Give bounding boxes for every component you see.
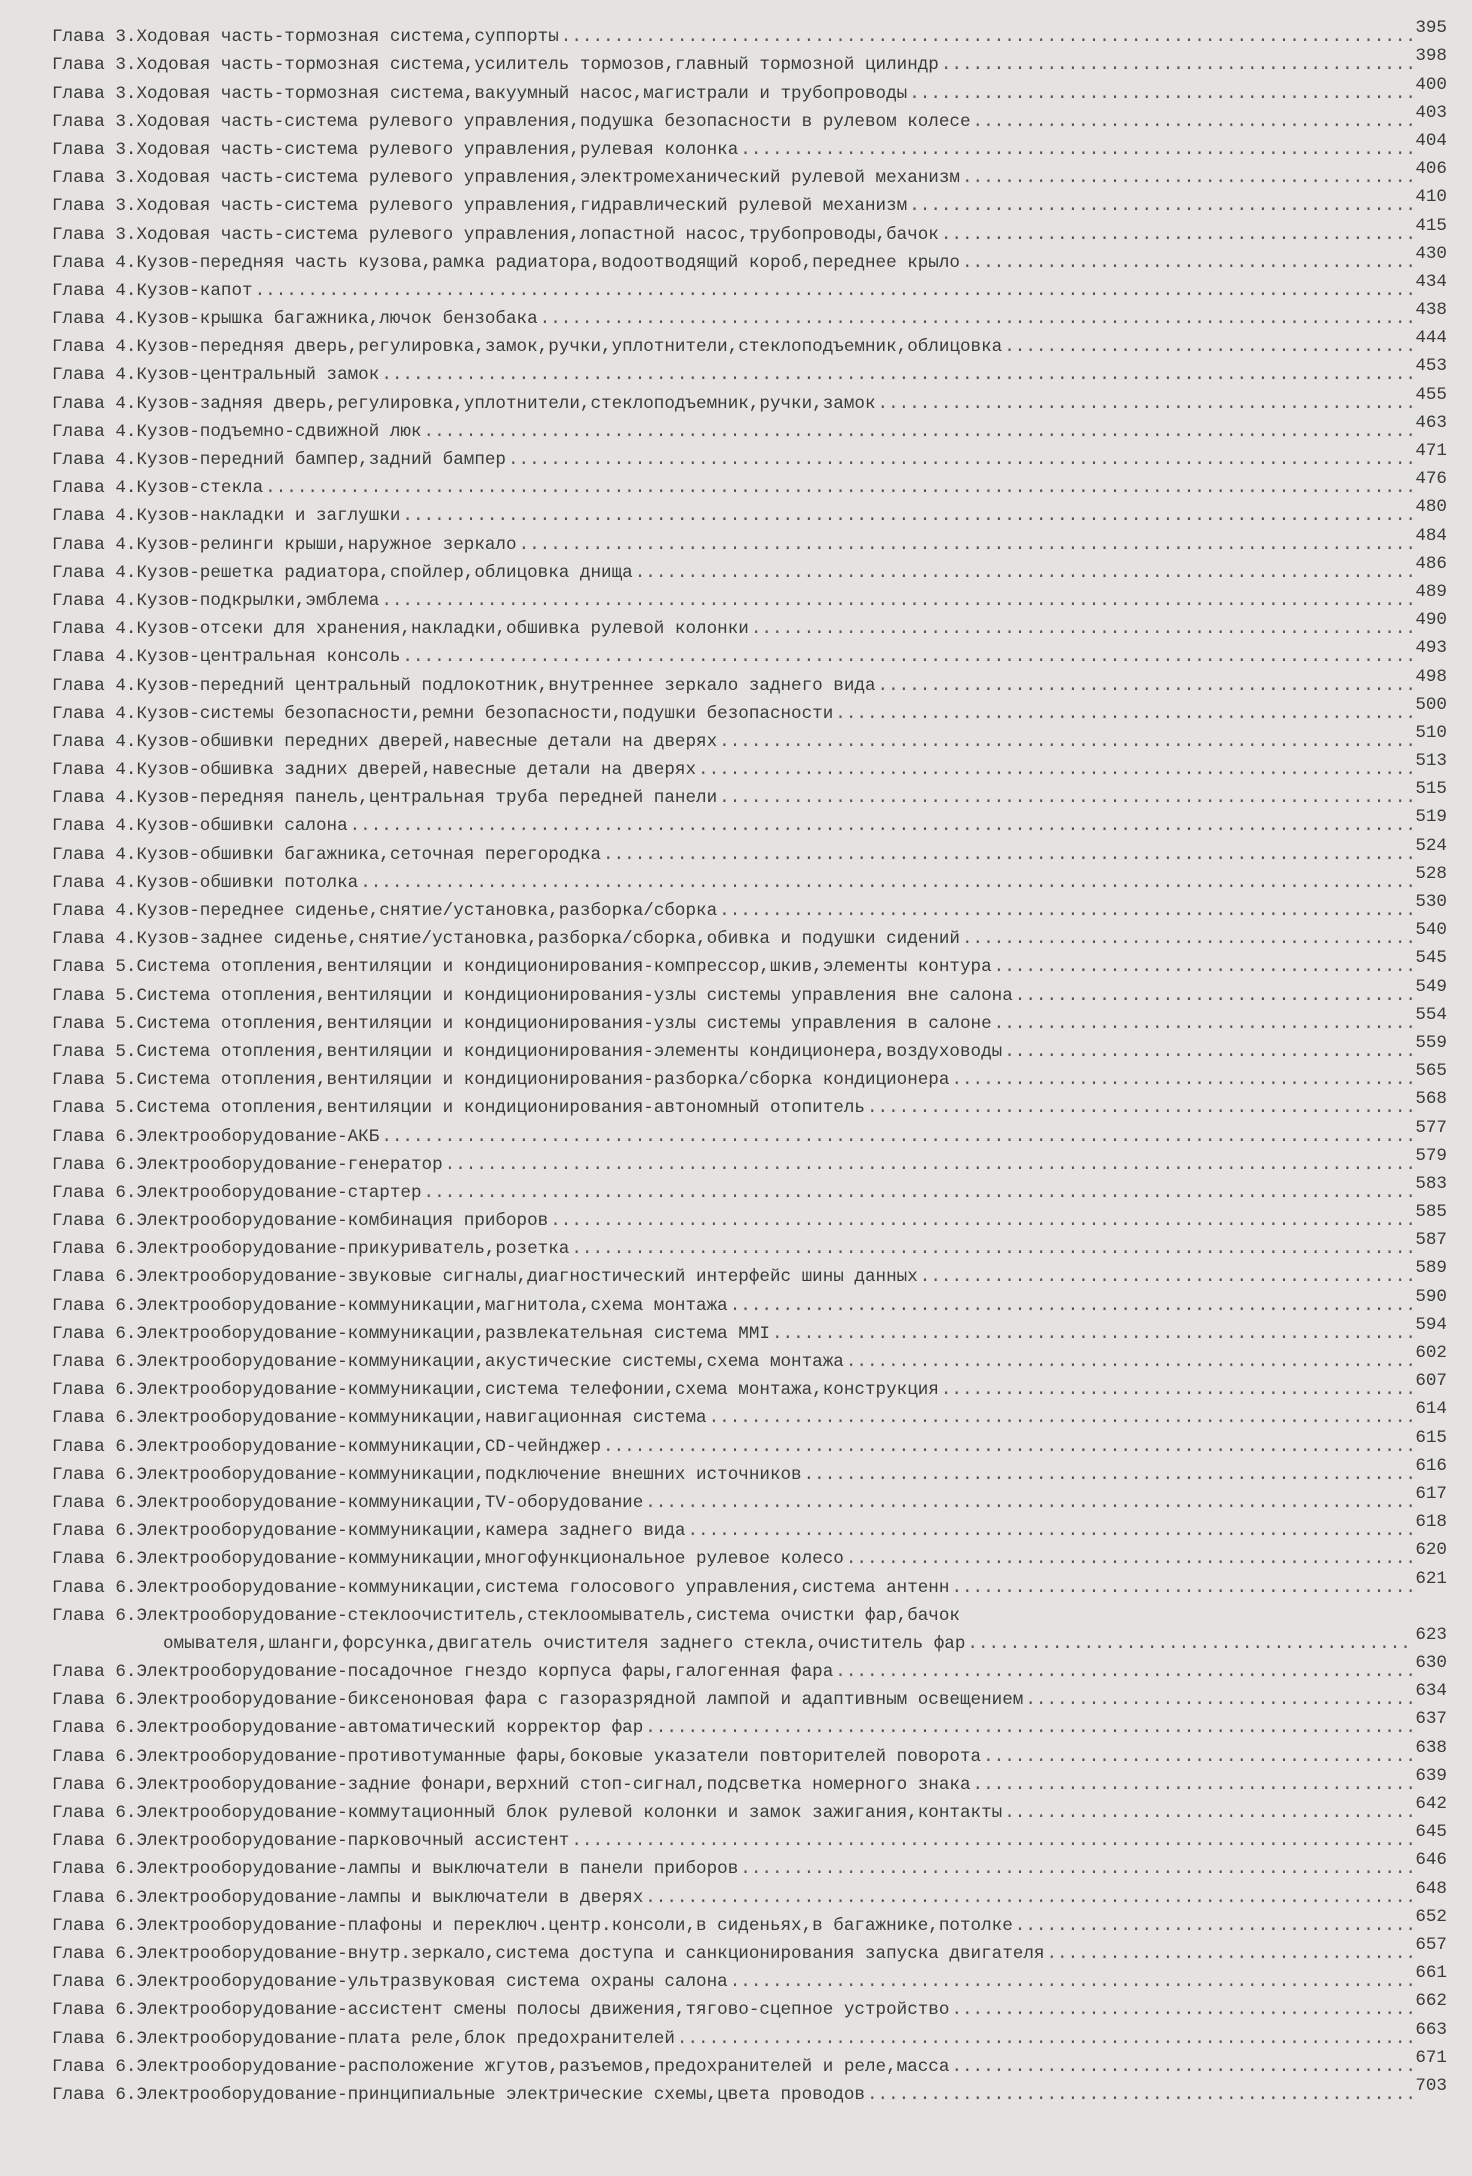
toc-entry-page-number: 528 (1415, 863, 1447, 884)
dot-leader (381, 1126, 1413, 1148)
toc-entry-title: Глава 6.Электрооборудование-стартер (52, 1182, 422, 1203)
toc-entry (52, 1906, 1447, 1937)
dot-leader (677, 2028, 1413, 2050)
toc-entry-page-number: 615 (1415, 1427, 1447, 1448)
toc-entry-page-number: 671 (1415, 2047, 1447, 2068)
toc-entry (52, 2047, 1447, 2078)
dot-leader (645, 1887, 1413, 1909)
toc-entry-title: Глава 5.Система отопления,вентиляции и кондиционирования-узлы системы управления вне салона (52, 985, 1013, 1006)
toc-entry-title: Глава 6.Электрооборудование-стеклоочиститель,стеклоомыватель,система очистки фар,бачок (52, 1605, 960, 1626)
toc-entry-title: Глава 4.Кузов-капот (52, 280, 253, 301)
toc-entry (52, 753, 1447, 781)
dot-leader (994, 1013, 1414, 1035)
toc-entry-page-number: 500 (1415, 694, 1447, 715)
toc-entry (52, 76, 1447, 104)
toc-entry (52, 1260, 1447, 1288)
toc-entry (52, 2021, 1447, 2049)
toc-entry-page-number: 545 (1415, 948, 1447, 969)
toc-entry-title: Глава 4.Кузов-заднее сиденье,снятие/установка,разборка/сборка,обивка и подушки сидений (52, 929, 960, 950)
toc-entry (52, 581, 1447, 612)
toc-entry-title: Глава 4.Кузов-подкрылки,эмблема (52, 590, 380, 611)
toc-entry-page-number: 642 (1415, 1794, 1447, 1815)
toc-entry (52, 161, 1447, 189)
dot-leader (381, 590, 1413, 612)
toc-entry-page-number: 620 (1415, 1540, 1447, 1561)
dot-leader (983, 1746, 1413, 1768)
toc-entry-page-number: 637 (1415, 1709, 1447, 1730)
dot-leader (1004, 1041, 1413, 1063)
toc-entry-title: Глава 4.Кузов-накладки и заглушки (52, 506, 401, 527)
toc-entry-page-number: 602 (1415, 1343, 1447, 1363)
toc-entry-title: Глава 4.Кузов-крышка багажника,лючок бензобака (52, 309, 538, 330)
toc-entry (52, 809, 1447, 837)
dot-leader (835, 703, 1413, 725)
toc-entry (52, 1683, 1447, 1711)
dot-leader (878, 393, 1414, 415)
dot-leader (962, 167, 1413, 189)
toc-entry-title: Глава 5.Система отопления,вентиляции и кондиционирования-разборка/сборка кондиционера (52, 1070, 950, 1091)
toc-entry-page-number: 639 (1415, 1765, 1447, 1786)
toc-entry-page-number: 585 (1415, 1202, 1447, 1223)
toc-entry (52, 1739, 1447, 1767)
dot-leader (1025, 1689, 1413, 1711)
toc-entry (52, 668, 1447, 696)
toc-entry (52, 102, 1447, 133)
dot-leader (772, 1323, 1413, 1345)
dot-leader (687, 1520, 1413, 1542)
toc-entry (52, 1429, 1447, 1457)
dot-leader (402, 505, 1413, 527)
toc-entry (52, 1570, 1447, 1598)
dot-leader (909, 195, 1413, 217)
dot-leader (571, 1830, 1413, 1852)
dot-leader (445, 1154, 1414, 1176)
toc-entry (52, 1852, 1447, 1880)
toc-entry-page-number: 657 (1415, 1934, 1447, 1955)
toc-entry-title: Глава 6.Электрооборудование-лампы и выключатели в панели приборов (52, 1859, 739, 1880)
dot-leader (804, 1464, 1414, 1486)
toc-entry (52, 1032, 1447, 1063)
toc-entry-title: Глава 4.Кузов-передняя часть кузова,рамка радиатора,водоотводящий короб,переднее крыло (52, 252, 960, 273)
toc-entry-page-number: 510 (1415, 722, 1447, 743)
toc-entry (52, 1880, 1447, 1908)
toc-entry-title: Глава 6.Электрооборудование-коммуникации,TV-оборудование (52, 1492, 644, 1513)
toc-entry (52, 1004, 1447, 1035)
toc-entry-page-number: 549 (1415, 976, 1447, 997)
dot-leader (1004, 1802, 1413, 1824)
toc-entry (52, 922, 1447, 950)
toc-entry-page-number: 607 (1415, 1371, 1447, 1392)
toc-entry-page-number: 583 (1415, 1173, 1447, 1194)
toc-entry-page-number: 623 (1415, 1624, 1447, 1645)
toc-entry (52, 612, 1447, 640)
dot-leader (1004, 336, 1413, 358)
dot-leader (402, 646, 1413, 668)
toc-entry-page-number: 476 (1415, 469, 1447, 490)
toc-entry-title: Глава 6.Электрооборудование-ультразвуковая система охраны салона (52, 1972, 728, 1993)
toc-entry (52, 330, 1447, 358)
toc-entry-page-number: 415 (1415, 215, 1447, 236)
toc-entry-title: Глава 3.Ходовая часть-система рулевого управления,подушка безопасности в рулевом колесе (52, 111, 971, 132)
toc-entry (52, 1455, 1447, 1486)
toc-entry (52, 950, 1447, 978)
toc-entry-title: Глава 4.Кузов-релинги крыши,наружное зеркало (52, 534, 517, 555)
toc-entry (52, 1796, 1447, 1824)
toc-entry-title: Глава 3.Ходовая часть-система рулевого управления,рулевая колонка (52, 139, 739, 160)
toc-entry-title: Глава 5.Система отопления,вентиляции и кондиционирования-автономный отопитель (52, 1098, 865, 1119)
toc-entry-page-number: 490 (1415, 610, 1447, 631)
dot-leader (994, 956, 1414, 978)
toc-entry-title: Глава 6.Электрооборудование-прикуриватель,розетка (52, 1239, 570, 1260)
toc-entry-page-number: 493 (1415, 638, 1447, 659)
toc-entry-title: Глава 6.Электрооборудование-посадочное гнездо корпуса фары,галогенная фара (52, 1662, 834, 1683)
toc-entry-page-number: 648 (1415, 1878, 1447, 1899)
toc-entry-page-number: 471 (1415, 441, 1447, 461)
toc-entry (52, 894, 1447, 922)
toc-entry-title: Глава 6.Электрооборудование-биксеноновая фара с газоразрядной лампой и адаптивным освещением (52, 1690, 1024, 1711)
toc-entry (52, 1542, 1447, 1570)
toc-entry-page-number: 519 (1415, 807, 1447, 828)
toc-entry-title: Глава 3.Ходовая часть-тормозная система,суппорты (52, 27, 559, 48)
toc-entry-page-number: 524 (1415, 835, 1447, 856)
toc-entry-title: Глава 6.Электрооборудование-ассистент смены полосы движения,тягово-сцепное устройство (52, 2000, 950, 2021)
dot-leader (846, 1351, 1413, 1373)
toc-entry (52, 20, 1447, 48)
toc-entry-page-number: 438 (1415, 300, 1447, 321)
toc-entry-page-number: 617 (1415, 1483, 1447, 1504)
toc-entry-title: Глава 6.Электрооборудование-автоматический корректор фар (52, 1718, 644, 1739)
toc-entry-title: Глава 5.Система отопления,вентиляции и кондиционирования-узлы системы управления в салоне (52, 1013, 992, 1034)
toc-entry-page-number: 630 (1415, 1653, 1447, 1674)
toc-entry-title: Глава 6.Электрооборудование-коммуникации,камера заднего вида (52, 1521, 686, 1542)
toc-entry (52, 1711, 1447, 1739)
toc-entry (52, 1314, 1447, 1345)
dot-leader (709, 1407, 1414, 1429)
toc-entry-page-number: 565 (1415, 1061, 1447, 1082)
toc-entry-title: Глава 4.Кузов-стекла (52, 478, 264, 499)
toc-entry-title: омывателя,шланги,форсунка,двигатель очистителя заднего стекла,очиститель фар (163, 1633, 966, 1654)
toc-entry (52, 1993, 1447, 2021)
toc-entry-page-number: 455 (1415, 384, 1447, 405)
dot-leader (951, 1577, 1413, 1599)
toc-entry-page-number: 559 (1415, 1032, 1447, 1053)
toc-entry-page-number: 398 (1415, 46, 1447, 67)
toc-entry-title: Глава 4.Кузов-передняя панель,центральная труба передней панели (52, 788, 718, 809)
dot-leader (962, 252, 1413, 274)
toc-entry-title: Глава 6.Электрооборудование-генератор (52, 1154, 443, 1175)
dot-leader (1015, 985, 1414, 1007)
toc-entry (52, 243, 1447, 274)
toc-entry-page-number: 400 (1415, 74, 1447, 95)
toc-entry-title: Глава 6.Электрооборудование-принципиальные электрические схемы,цвета проводов (52, 2084, 865, 2105)
toc-entry-title: Глава 3.Ходовая часть-тормозная система,вакуумный насос,магистрали и трубопроводы (52, 83, 908, 104)
toc-entry-page-number: 661 (1415, 1963, 1447, 1984)
toc-entry-title: Глава 6.Электрооборудование-звуковые сигналы,диагностический интерфейс шины данных (52, 1267, 918, 1288)
toc-entry-page-number: 577 (1415, 1117, 1447, 1138)
dot-leader (360, 872, 1413, 894)
toc-entry-title: Глава 4.Кузов-передний бампер,задний бампер (52, 450, 506, 470)
toc-entry-title: Глава 4.Кузов-подъемно-сдвижной люк (52, 421, 422, 442)
toc-entry-title: Глава 5.Система отопления,вентиляции и кондиционирования-компрессор,шкив,элементы контура (52, 957, 992, 978)
toc-entry (52, 2075, 1447, 2106)
toc-entry-page-number: 463 (1415, 412, 1447, 433)
toc-entry-page-number: 621 (1415, 1568, 1447, 1589)
dot-leader (719, 731, 1413, 753)
dot-leader (846, 1548, 1413, 1570)
toc-entry (52, 1483, 1447, 1514)
toc-entry-title: Глава 6.Электрооборудование-лампы и выключатели в дверях (52, 1887, 644, 1908)
dot-leader (740, 139, 1413, 161)
toc-entry-page-number: 618 (1415, 1512, 1447, 1533)
toc-entry-page-number: 663 (1415, 2019, 1447, 2040)
dot-leader (698, 759, 1413, 781)
toc-entry (52, 1765, 1447, 1796)
toc-entry (52, 1063, 1447, 1091)
dot-leader (951, 1069, 1413, 1091)
dot-leader (381, 364, 1413, 386)
dot-leader (603, 844, 1413, 866)
toc-entry-page-number: 430 (1415, 243, 1447, 264)
toc-entry-title: Глава 4.Кузов-обшивки багажника,сеточная перегородка (52, 844, 602, 865)
table-of-contents (52, 20, 1447, 2106)
toc-entry-title: Глава 6.Электрооборудование-коммутационный блок рулевой колонки и замок зажигания,контакты (52, 1803, 1003, 1824)
dot-leader (835, 1661, 1413, 1683)
toc-entry (52, 1824, 1447, 1852)
toc-entry-page-number: 587 (1415, 1230, 1447, 1251)
toc-entry (52, 781, 1447, 809)
dot-leader (751, 618, 1413, 640)
toc-entry-page-number: 554 (1415, 1004, 1447, 1025)
toc-entry-title: Глава 4.Кузов-системы безопасности,ремни безопасности,подушки безопасности (52, 703, 834, 724)
dot-leader (920, 1266, 1414, 1288)
dot-leader (424, 421, 1414, 443)
dot-leader (973, 1774, 1414, 1796)
toc-entry-title: Глава 6.Электрооборудование-расположение жгутов,разъемов,предохранителей и реле,масса (52, 2056, 950, 2077)
toc-entry (52, 443, 1447, 471)
dot-leader (350, 815, 1414, 837)
dot-leader (645, 1492, 1413, 1514)
dot-leader (962, 928, 1413, 950)
toc-entry-page-number: 590 (1415, 1286, 1447, 1307)
toc-entry-title: Глава 6.Электрооборудование-внутр.зеркало,система доступа и санкционирования запуска двигателя (52, 1943, 1045, 1964)
toc-entry-page-number: 489 (1415, 581, 1447, 602)
toc-entry (52, 694, 1447, 725)
toc-entry-page-number: 410 (1415, 187, 1447, 208)
toc-entry (52, 271, 1447, 302)
dot-leader (878, 675, 1414, 697)
toc-entry-title: Глава 5.Система отопления,вентиляции и кондиционирования-элементы кондиционера,воздуховоды (52, 1041, 1003, 1062)
toc-entry-title: Глава 4.Кузов-обшивка задних дверей,навесные детали на дверях (52, 760, 697, 781)
toc-entry-page-number: 634 (1415, 1681, 1447, 1702)
toc-entry-title: Глава 3.Ходовая часть-система рулевого управления,электромеханический рулевой механизм (52, 168, 960, 189)
toc-entry (52, 189, 1447, 217)
toc-entry-page-number: 395 (1415, 18, 1447, 39)
toc-entry (52, 358, 1447, 386)
toc-entry-page-number: 616 (1415, 1455, 1447, 1476)
toc-entry-page-number: 453 (1415, 356, 1447, 377)
dot-leader (1046, 1943, 1413, 1965)
toc-entry-page-number: 498 (1415, 666, 1447, 687)
toc-entry-page-number: 703 (1415, 2075, 1447, 2096)
toc-entry (52, 863, 1447, 894)
dot-leader (265, 477, 1413, 499)
toc-entry (52, 48, 1447, 76)
toc-entry-title: Глава 6.Электрооборудование-коммуникации,многофункциональное рулевое колесо (52, 1549, 844, 1570)
dot-leader (540, 308, 1414, 330)
toc-entry (52, 1204, 1447, 1232)
toc-entry-title: Глава 6.Электрооборудование-задние фонари,верхний стоп-сигнал,подсветка номерного знака (52, 1774, 971, 1795)
dot-leader (867, 1097, 1413, 1119)
toc-entry (52, 1119, 1447, 1147)
dot-leader (941, 1379, 1413, 1401)
toc-entry-page-number: 434 (1415, 271, 1447, 292)
dot-leader (867, 2084, 1413, 2106)
toc-entry (52, 471, 1447, 499)
toc-entry-page-number: 594 (1415, 1314, 1447, 1335)
toc-entry-page-number: 568 (1415, 1089, 1447, 1110)
toc-entry (52, 1965, 1447, 1993)
toc-entry (52, 1373, 1447, 1401)
toc-entry-page-number: 484 (1415, 525, 1447, 546)
toc-entry (52, 1232, 1447, 1260)
dot-leader (255, 280, 1414, 302)
toc-entry (52, 1173, 1447, 1204)
dot-leader (909, 83, 1413, 105)
dot-leader (941, 54, 1413, 76)
dot-leader (635, 562, 1414, 584)
dot-leader (519, 534, 1414, 556)
toc-entry (52, 1934, 1447, 1965)
toc-entry-page-number: 515 (1415, 779, 1447, 800)
toc-entry (52, 1091, 1447, 1119)
toc-entry-page-number: 579 (1415, 1145, 1447, 1166)
dot-leader (719, 787, 1413, 809)
dot-leader (550, 1210, 1413, 1232)
toc-entry-page-number: 406 (1415, 159, 1447, 180)
toc-entry-page-number: 646 (1415, 1850, 1447, 1871)
toc-entry-page-number: 513 (1415, 751, 1447, 772)
dot-leader (730, 1971, 1414, 1993)
dot-leader (561, 26, 1414, 48)
toc-entry (52, 412, 1447, 443)
toc-entry-page-number: 486 (1415, 553, 1447, 574)
toc-entry (52, 130, 1447, 161)
dot-leader (571, 1238, 1413, 1260)
toc-entry (52, 527, 1447, 555)
dot-leader (973, 111, 1414, 133)
toc-entry-title: Глава 6.Электрооборудование-коммуникации,система голосового управления,система антенн (52, 1577, 950, 1598)
toc-entry-title: Глава 4.Кузов-передняя дверь,регулировка,замок,ручки,уплотнители,стеклоподъемник,облицовка (52, 337, 1003, 358)
toc-entry-title: Глава 4.Кузов-передний центральный подлокотник,внутреннее зеркало заднего вида (52, 675, 876, 696)
dot-leader (740, 1858, 1413, 1880)
dot-leader (951, 2056, 1413, 2078)
toc-entry-title: Глава 4.Кузов-отсеки для хранения,накладки,обшивка рулевой колонки (52, 619, 749, 640)
dot-leader (730, 1295, 1414, 1317)
toc-entry-title: Глава 4.Кузов-центральная консоль (52, 647, 401, 668)
toc-entry-title: Глава 6.Электрооборудование-коммуникации,навигационная система (52, 1408, 707, 1429)
dot-leader (1015, 1915, 1414, 1937)
toc-entry-page-number: 444 (1415, 328, 1447, 349)
toc-entry (52, 1655, 1447, 1683)
toc-entry (52, 499, 1447, 527)
toc-entry-title: Глава 6.Электрооборудование-коммуникации,магнитола,схема монтажа (52, 1295, 728, 1316)
toc-entry (52, 1288, 1447, 1316)
toc-entry-page-number: 540 (1415, 920, 1447, 941)
dot-leader (508, 449, 1413, 471)
toc-entry (52, 1401, 1447, 1429)
toc-entry-title: Глава 3.Ходовая часть-тормозная система,усилитель тормозов,главный тормозной цилиндр (52, 55, 939, 76)
toc-entry-page-number: 638 (1415, 1737, 1447, 1758)
toc-entry (52, 1514, 1447, 1542)
toc-entry-title: Глава 6.Электрооборудование-коммуникации,подключение внешних источников (52, 1464, 802, 1485)
toc-entry (52, 1599, 1447, 1655)
toc-entry-page-number: 652 (1415, 1906, 1447, 1927)
toc-entry-title: Глава 4.Кузов-обшивки салона (52, 816, 348, 837)
toc-entry (52, 640, 1447, 668)
toc-entry-title: Глава 6.Электрооборудование-коммуникации,система телефонии,схема монтажа,конструкция (52, 1380, 939, 1401)
toc-entry-page-number: 480 (1415, 497, 1447, 518)
toc-entry-title: Глава 4.Кузов-решетка радиатора,спойлер,облицовка днища (52, 562, 633, 583)
dot-leader (424, 1182, 1414, 1204)
toc-entry-title: Глава 6.Электрооборудование-комбинация приборов (52, 1211, 549, 1232)
toc-entry-title: Глава 6.Электрооборудование-коммуникации,акустические системы,схема монтажа (52, 1352, 844, 1372)
toc-entry-title: Глава 4.Кузов-обшивки передних дверей,навесные детали на дверях (52, 731, 718, 752)
toc-entry-page-number: 645 (1415, 1822, 1447, 1843)
toc-entry-page-number: 403 (1415, 102, 1447, 123)
toc-entry (52, 722, 1447, 753)
toc-entry-title: Глава 6.Электрооборудование-плафоны и переключ.центр.консоли,в сиденьях,в багажнике,потолке (52, 1915, 1013, 1936)
dot-leader (941, 224, 1413, 246)
toc-entry-title: Глава 6.Электрооборудование-коммуникации,развлекательная система MMI (52, 1323, 770, 1344)
toc-entry-title: Глава 6.Электрооборудование-коммуникации,CD-чейнджер (52, 1436, 602, 1457)
toc-entry-page-number: 404 (1415, 130, 1447, 151)
toc-entry-title: Глава 4.Кузов-задняя дверь,регулировка,уплотнители,стеклоподъемник,ручки,замок (52, 393, 876, 414)
toc-entry-title: Глава 3.Ходовая часть-система рулевого управления,гидравлический рулевой механизм (52, 196, 908, 217)
toc-entry-page-number: 662 (1415, 1991, 1447, 2012)
toc-entry-title: Глава 6.Электрооборудование-АКБ (52, 1126, 380, 1147)
toc-entry-title: Глава 4.Кузов-переднее сиденье,снятие/установка,разборка/сборка (52, 901, 718, 921)
dot-leader (719, 900, 1413, 922)
toc-entry (52, 553, 1447, 584)
toc-entry (52, 978, 1447, 1006)
toc-entry (52, 1145, 1447, 1176)
toc-entry-page-number: 530 (1415, 892, 1447, 912)
dot-leader (967, 1633, 1413, 1655)
toc-entry-title: Глава 6.Электрооборудование-парковочный ассистент (52, 1831, 570, 1852)
dot-leader (645, 1717, 1413, 1739)
toc-entry (52, 302, 1447, 330)
toc-entry (52, 217, 1447, 245)
dot-leader (603, 1436, 1413, 1458)
toc-entry-title: Глава 6.Электрооборудование-плата реле,блок предохранителей (52, 2028, 675, 2049)
toc-entry-title: Глава 6.Электрооборудование-противотуманные фары,боковые указатели повторителей поворота (52, 1746, 982, 1767)
toc-entry-title: Глава 4.Кузов-обшивки потолка (52, 872, 359, 893)
toc-entry-page-number: 589 (1415, 1258, 1447, 1279)
toc-entry (52, 1345, 1447, 1373)
toc-entry-title: Глава 3.Ходовая часть-система рулевого управления,лопастной насос,трубопроводы,бачок (52, 224, 939, 245)
toc-entry (52, 837, 1447, 865)
toc-entry (52, 386, 1447, 414)
dot-leader (951, 1999, 1413, 2021)
toc-entry-page-number: 614 (1415, 1399, 1447, 1420)
toc-entry-title: Глава 4.Кузов-центральный замок (52, 365, 380, 386)
